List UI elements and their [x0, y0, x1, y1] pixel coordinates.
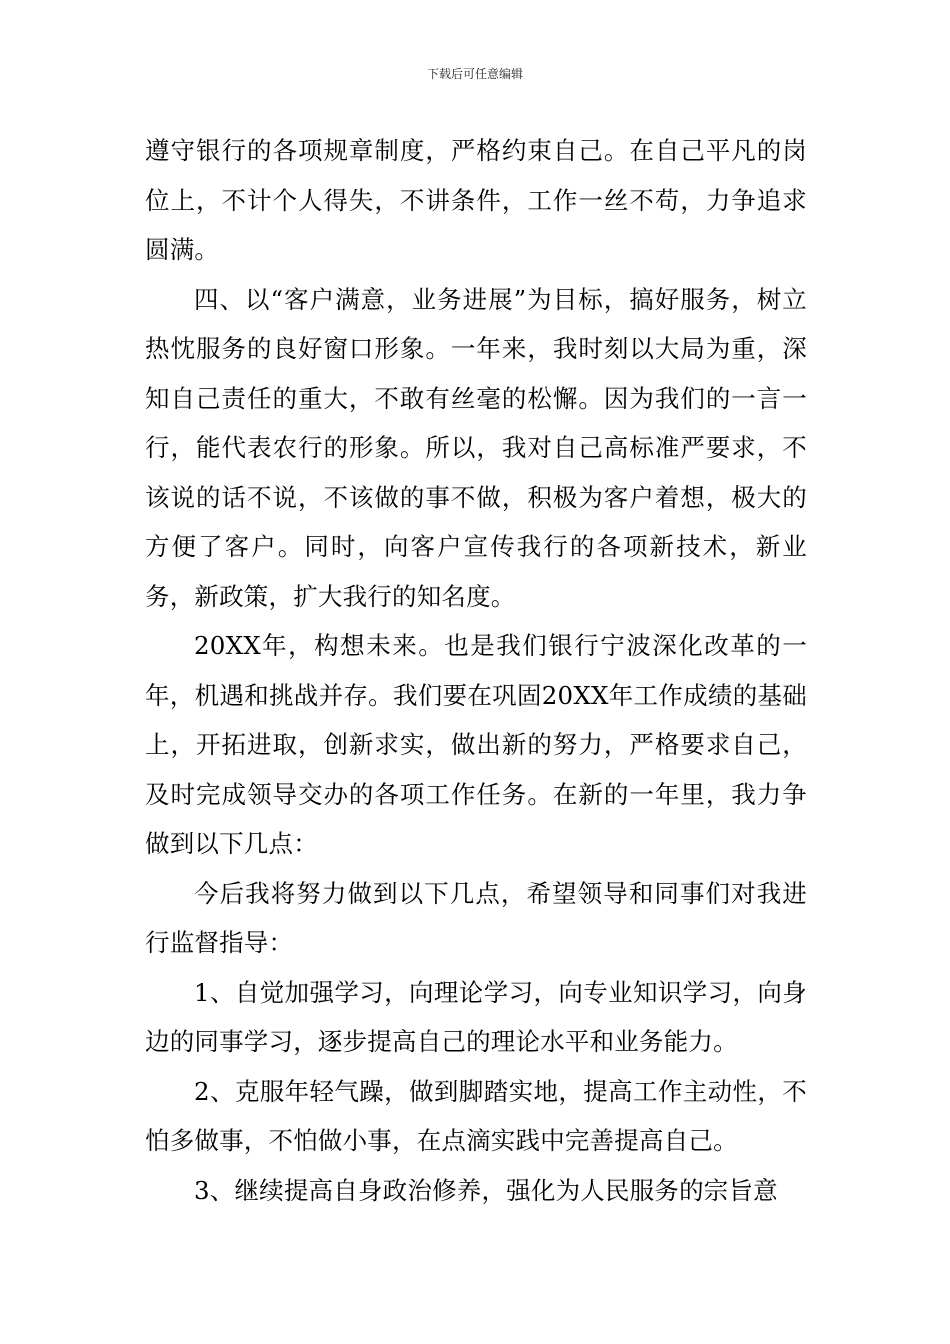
paragraph-5: 1、自觉加强学习，向理论学习，向专业知识学习，向身边的同事学习，逐步提高自己的理论水平和业务能力。: [145, 977, 807, 1056]
paragraph-7: 3、继续提高自身政治修养，强化为人民服务的宗旨意: [194, 1175, 778, 1205]
paragraph-1: 遵守银行的各项规章制度，严格约束自己。在自己平凡的岗位上，不计个人得失，不讲条件，工作一丝不苟，力争追求圆满。: [145, 136, 807, 264]
document-body: [145, 126, 807, 1215]
paragraph-2: 四、以“客户满意，业务进展”为目标，搞好服务，树立热忱服务的良好窗口形象。一年来，我时刻以大局为重，深知自己责任的重大，不敢有丝毫的松懈。因为我们的一言一行，能代表农行的形象。所以，我对自己高标准严要求，不该说的话不说，不该做的事不做，积极为客户着想，极大的方便了客户。同时，向客户宣传我行的各项新技术，新业务，新政策，扩大我行的知名度。: [145, 284, 807, 611]
page-header: 下载后可任意编辑: [426, 67, 523, 81]
paragraph-4: 今后我将努力做到以下几点，希望领导和同事们对我进行监督指导：: [145, 878, 807, 957]
paragraph-3: 20XX年，构想未来。也是我们银行宁波深化改革的一年，机遇和挑战并存。我们要在巩固20XX年工作成绩的基础上，开拓进取，创新求实，做出新的努力，严格要求自己，及时完成领导交办的各项工作任务。在新的一年里，我力争做到以下几点：: [145, 631, 807, 858]
paragraph-6: 2、克服年轻气躁，做到脚踏实地，提高工作主动性，不怕多做事，不怕做小事，在点滴实践中完善提高自己。: [145, 1076, 807, 1155]
